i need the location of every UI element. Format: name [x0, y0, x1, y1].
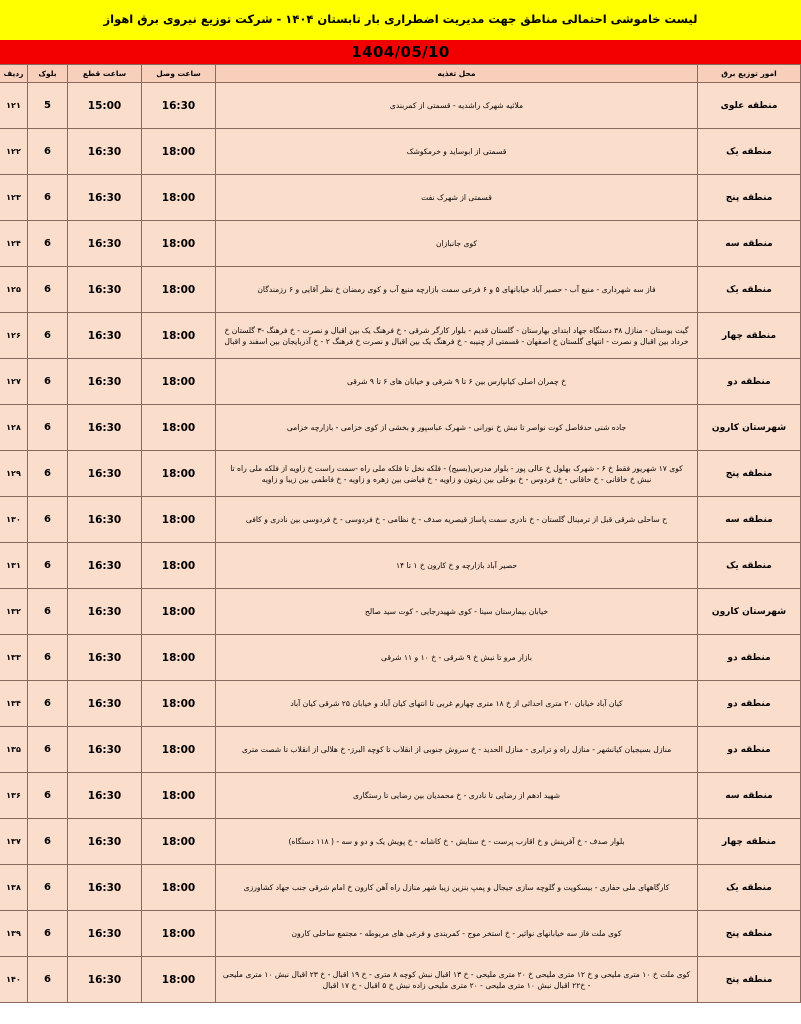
cell-feed-location: خ چمران اصلی کیانپارس بین ۶ تا ۹ شرقی و خیابان های ۶ تا ۹ شرقی — [216, 359, 698, 405]
cell-on-time: 18:00 — [142, 635, 216, 681]
cell-on-time: 18:00 — [142, 727, 216, 773]
cell-on-time: 18:00 — [142, 681, 216, 727]
cell-area: منطقه سه — [698, 773, 801, 819]
cell-area: منطقه یک — [698, 543, 801, 589]
table-row — [0, 957, 801, 1003]
cell-row-number: ۱۲۷ — [0, 359, 28, 405]
outage-table — [0, 64, 801, 1003]
cell-off-time: 16:30 — [68, 451, 142, 497]
cell-on-time: 16:30 — [142, 83, 216, 129]
cell-area: منطقه سه — [698, 221, 801, 267]
cell-row-number: ۱۳۷ — [0, 819, 28, 865]
column-header-block: بلوک — [28, 65, 68, 83]
cell-feed-location: خیابان بیمارستان سینا - کوی شهیدرجایی - کوت سید صالح — [216, 589, 698, 635]
cell-feed-location: کیان آباد خیابان ۲۰ متری احداثی از خ ۱۸ متری چهارم غربی تا انتهای کیان آباد و خیابان ۲۵ شرقی کیان آباد — [216, 681, 698, 727]
cell-feed-location: ملاثیه شهرک راشدیه - قسمتی از کمربندی — [216, 83, 698, 129]
cell-block: 6 — [28, 221, 68, 267]
cell-row-number: ۱۲۳ — [0, 175, 28, 221]
cell-area: منطقه پنج — [698, 451, 801, 497]
cell-block: 6 — [28, 405, 68, 451]
column-header-off-time: ساعت قطع — [68, 65, 142, 83]
cell-block: 6 — [28, 313, 68, 359]
cell-area: شهرستان کارون — [698, 405, 801, 451]
cell-row-number: ۱۲۵ — [0, 267, 28, 313]
table-row — [0, 175, 801, 221]
cell-on-time: 18:00 — [142, 589, 216, 635]
cell-off-time: 16:30 — [68, 221, 142, 267]
cell-row-number: ۱۲۸ — [0, 405, 28, 451]
cell-area: منطقه یک — [698, 129, 801, 175]
table-row — [0, 83, 801, 129]
cell-off-time: 16:30 — [68, 727, 142, 773]
cell-on-time: 18:00 — [142, 129, 216, 175]
cell-on-time: 18:00 — [142, 313, 216, 359]
cell-block: 6 — [28, 957, 68, 1003]
cell-row-number: ۱۳۲ — [0, 589, 28, 635]
cell-off-time: 16:30 — [68, 819, 142, 865]
cell-feed-location: فاز سه شهرداری - منبع آب - حصیر آباد خیابانهای ۵ و ۶ فرعی سمت بازارچه منبع آب و کوی رمضان خ نظر آقایی و ۶ رزمندگان — [216, 267, 698, 313]
table-row — [0, 681, 801, 727]
table-row — [0, 313, 801, 359]
cell-feed-location: ح ساحلی شرقی قبل از ترمینال گلستان - خ نادری سمت پاساژ قیصریه صدف - خ نظامی - خ فردوسی - خ فردوسی بین نادری و کافی — [216, 497, 698, 543]
cell-on-time: 18:00 — [142, 405, 216, 451]
cell-on-time: 18:00 — [142, 957, 216, 1003]
schedule-date: 1404/05/10 — [351, 43, 450, 61]
cell-on-time: 18:00 — [142, 543, 216, 589]
cell-feed-location: شهید ادهم از رضایی تا نادری - خ محمدیان بین رضایی تا رستگاری — [216, 773, 698, 819]
cell-off-time: 16:30 — [68, 773, 142, 819]
table-header-row — [0, 65, 801, 83]
cell-row-number: ۱۳۹ — [0, 911, 28, 957]
cell-row-number: ۱۳۶ — [0, 773, 28, 819]
cell-off-time: 16:30 — [68, 359, 142, 405]
cell-block: 6 — [28, 865, 68, 911]
table-row — [0, 543, 801, 589]
cell-feed-location: منازل بسیجیان کیانشهر - منازل راه و ترابری - منازل الحدید - خ سروش جنوبی از انقلاب تا کوچه البرز- خ هلالی از انقلاب تا شصت متری — [216, 727, 698, 773]
cell-on-time: 18:00 — [142, 451, 216, 497]
cell-block: 6 — [28, 267, 68, 313]
cell-feed-location: قسمتی از شهرک نفت — [216, 175, 698, 221]
cell-area: منطقه سه — [698, 497, 801, 543]
cell-on-time: 18:00 — [142, 359, 216, 405]
cell-block: 6 — [28, 819, 68, 865]
cell-area: منطقه دو — [698, 727, 801, 773]
cell-area: شهرستان کارون — [698, 589, 801, 635]
cell-area: منطقه دو — [698, 359, 801, 405]
cell-area: منطقه یک — [698, 865, 801, 911]
cell-feed-location: کوی ۱۷ شهریور فقط خ ۶ - شهرک بهلول خ عالی پور - بلوار مدرس(بسیج) - فلکه نخل تا فلکه ملی راه -سمت راست خ زاویه از فلکه ملی راه تا نبش خ خاقانی - خ خاقانی - خ فردوس - خ بوعلی بین زیتون و زاویه - خ فیاضی بین زهره و زاویه - خ فاطمی بین زیبا و زاویه — [216, 451, 698, 497]
table-body — [0, 83, 801, 1003]
cell-block: 6 — [28, 635, 68, 681]
table-row — [0, 773, 801, 819]
cell-on-time: 18:00 — [142, 773, 216, 819]
cell-area: منطقه پنج — [698, 175, 801, 221]
date-banner — [0, 40, 801, 64]
table-row — [0, 819, 801, 865]
table-row — [0, 451, 801, 497]
table-row — [0, 635, 801, 681]
cell-area: منطقه دو — [698, 635, 801, 681]
cell-off-time: 15:00 — [68, 83, 142, 129]
cell-on-time: 18:00 — [142, 865, 216, 911]
cell-feed-location: جاده شنی حدفاصل کوت نواصر تا نبش خ نورانی - شهرک عباسپور و بخشی از کوی خزامی - بازارچه خزامی — [216, 405, 698, 451]
table-row — [0, 267, 801, 313]
table-row — [0, 359, 801, 405]
cell-block: 6 — [28, 681, 68, 727]
cell-feed-location: کوی ملت فاز سه خیابانهای نواثیر - خ استخر موج - کمربندی و فرعی های مربوطه - مجتمع ساحلی کارون — [216, 911, 698, 957]
cell-feed-location: کوی ملت خ ۱۰ متری ملیحی و خ ۱۲ متری ملیحی خ ۲۰ متری ملیحی - خ ۱۳ اقبال نبش کوچه ۸ متری - خ ۱۹ اقبال - خ ۲۳ اقبال نبش ۱۰ متری ملیحی - خ۲۲ اقبال نبش ۱۰ متری ملیحی - ۲۰ متری ملیحی زاده نبش خ ۵ اقبال - خ ۱۷ اقبال — [216, 957, 698, 1003]
cell-on-time: 18:00 — [142, 175, 216, 221]
cell-row-number: ۱۲۶ — [0, 313, 28, 359]
cell-on-time: 18:00 — [142, 221, 216, 267]
cell-row-number: ۱۴۰ — [0, 957, 28, 1003]
table-row — [0, 221, 801, 267]
cell-row-number: ۱۲۴ — [0, 221, 28, 267]
cell-row-number: ۱۳۵ — [0, 727, 28, 773]
table-row — [0, 497, 801, 543]
cell-block: 6 — [28, 497, 68, 543]
cell-block: 5 — [28, 83, 68, 129]
cell-block: 6 — [28, 129, 68, 175]
cell-block: 6 — [28, 589, 68, 635]
cell-off-time: 16:30 — [68, 543, 142, 589]
cell-block: 6 — [28, 451, 68, 497]
cell-row-number: ۱۲۱ — [0, 83, 28, 129]
cell-off-time: 16:30 — [68, 175, 142, 221]
cell-on-time: 18:00 — [142, 497, 216, 543]
cell-row-number: ۱۲۲ — [0, 129, 28, 175]
cell-feed-location: بازار مرو تا نبش خ ۹ شرقی - خ ۱۰ و ۱۱ شرقی — [216, 635, 698, 681]
cell-on-time: 18:00 — [142, 267, 216, 313]
cell-on-time: 18:00 — [142, 911, 216, 957]
cell-row-number: ۱۲۹ — [0, 451, 28, 497]
cell-off-time: 16:30 — [68, 313, 142, 359]
cell-off-time: 16:30 — [68, 129, 142, 175]
cell-row-number: ۱۳۱ — [0, 543, 28, 589]
table-row — [0, 405, 801, 451]
cell-area: منطقه علوی — [698, 83, 801, 129]
cell-off-time: 16:30 — [68, 865, 142, 911]
cell-area: منطقه دو — [698, 681, 801, 727]
cell-feed-location: بلوار صدف - خ آفرینش و خ اقارب پرست - خ ستایش - خ کاشانه - خ پویش یک و دو و سه - ( ۱۱۸ دستگاه) — [216, 819, 698, 865]
column-header-row: ردیف — [0, 65, 28, 83]
table-header — [0, 65, 801, 83]
cell-feed-location: حصیر آباد بازارچه و خ کارون خ ۱ تا ۱۴ — [216, 543, 698, 589]
cell-area: منطقه پنج — [698, 957, 801, 1003]
cell-feed-location: قسمتی از ابوساید و خرمکوشک — [216, 129, 698, 175]
table-row — [0, 129, 801, 175]
column-header-feed-location: محل تغذیه — [216, 65, 698, 83]
cell-block: 6 — [28, 175, 68, 221]
cell-area: منطقه چهار — [698, 313, 801, 359]
cell-feed-location: کارگاههای ملی حفاری - بیسکویت و گلوچه سازی جیجال و پمپ بنزین زیبا شهر منازل راه آهن کارون خ امام شرقی جنب جهاد کشاورزی — [216, 865, 698, 911]
cell-off-time: 16:30 — [68, 497, 142, 543]
cell-off-time: 16:30 — [68, 405, 142, 451]
cell-off-time: 16:30 — [68, 911, 142, 957]
cell-row-number: ۱۳۳ — [0, 635, 28, 681]
cell-block: 6 — [28, 543, 68, 589]
column-header-area: امور توزیع برق — [698, 65, 801, 83]
title-banner — [0, 0, 801, 40]
cell-row-number: ۱۳۴ — [0, 681, 28, 727]
column-header-on-time: ساعت وصل — [142, 65, 216, 83]
cell-block: 6 — [28, 727, 68, 773]
cell-row-number: ۱۳۸ — [0, 865, 28, 911]
table-row — [0, 911, 801, 957]
cell-feed-location: گیت بوستان - منازل ۳۸ دستگاه جهاد ابتدای بهارستان - گلستان قدیم - بلوار کارگر شرقی - خ فرهنگ یک بین اقبال و نصرت - خ فرهنگ -۳ گلستان خ خرداد بین اقبال و نصرت - انتهای گلستان خ اصفهان - قسمتی از چنیبه - خ فرهنگ یک بین اقبال و نصرت خ فرهنگ ۲ - خ آذربایجان بین اسفند و اقبال — [216, 313, 698, 359]
cell-block: 6 — [28, 773, 68, 819]
table-row — [0, 865, 801, 911]
cell-feed-location: کوی جانبازان — [216, 221, 698, 267]
cell-area: منطقه چهار — [698, 819, 801, 865]
cell-block: 6 — [28, 359, 68, 405]
cell-off-time: 16:30 — [68, 957, 142, 1003]
cell-row-number: ۱۳۰ — [0, 497, 28, 543]
cell-off-time: 16:30 — [68, 267, 142, 313]
table-row — [0, 589, 801, 635]
table-row — [0, 727, 801, 773]
cell-block: 6 — [28, 911, 68, 957]
cell-area: منطقه پنج — [698, 911, 801, 957]
cell-on-time: 18:00 — [142, 819, 216, 865]
page-title: لیست خاموشی احتمالی مناطق جهت مدیریت اضطراری بار تابستان ۱۴۰۴ - شرکت توزیع نیروی برق اهواز — [103, 12, 698, 27]
cell-area: منطقه یک — [698, 267, 801, 313]
cell-off-time: 16:30 — [68, 589, 142, 635]
cell-off-time: 16:30 — [68, 681, 142, 727]
cell-off-time: 16:30 — [68, 635, 142, 681]
